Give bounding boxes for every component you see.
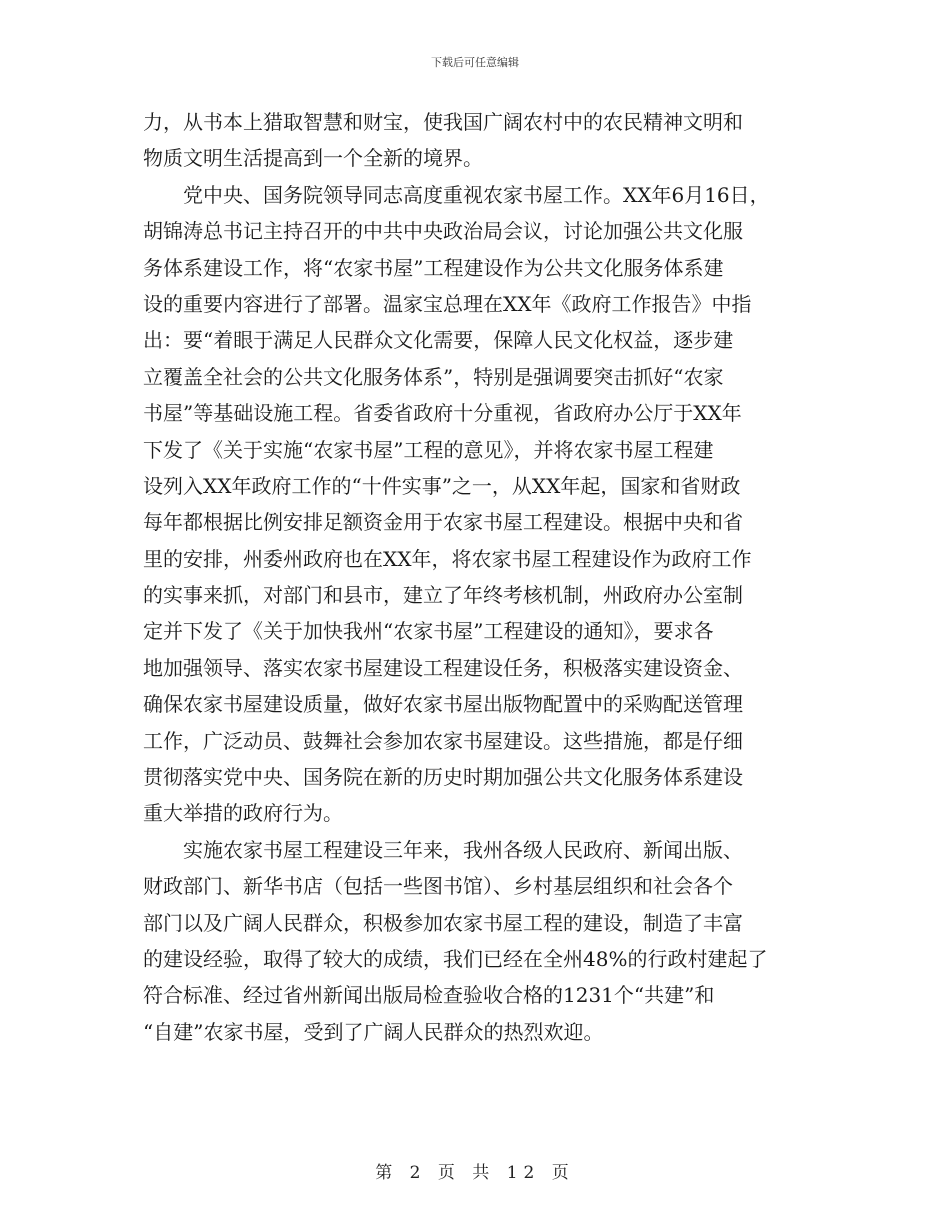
text-line: 地加强领导、落实农家书屋建设工程建设任务，积极落实建设资金、 xyxy=(143,655,743,680)
text-line: 里的安排，州委州政府也在XX年，将农家书屋工程建设作为政府工作 xyxy=(143,546,752,571)
page-number-footer: 第 2 页 共 12 页 xyxy=(375,1163,575,1183)
text-line: 重大举措的政府行为。 xyxy=(143,801,343,826)
text-line: 书屋”等基础设施工程。省委省政府十分重视，省政府办公厅于XX年 xyxy=(143,401,742,426)
text-line: 符合标准、经过省州新闻出版局检查验收合格的1231个“共建”和 xyxy=(143,983,715,1008)
text-line: 贯彻落实党中央、国务院在新的历史时期加强公共文化服务体系建设 xyxy=(143,765,743,790)
document-body xyxy=(143,104,823,1050)
text-line: 定并下发了《关于加快我州“农家书屋”工程建设的通知》，要求各 xyxy=(143,619,714,644)
text-line: 物质文明生活提高到一个全新的境界。 xyxy=(143,146,483,171)
text-line: 的实事来抓，对部门和县市，建立了年终考核机制，州政府办公室制 xyxy=(143,583,743,608)
text-line: 力，从书本上猎取智慧和财宝，使我国广阔农村中的农民精神文明和 xyxy=(143,110,743,134)
text-line: 设列入XX年政府工作的“十件实事”之一，从XX年起，国家和省财政 xyxy=(143,473,741,498)
text-line: 财政部门、新华书店（包括一些图书馆）、乡村基层组织和社会各个 xyxy=(143,874,733,899)
text-line: 立覆盖全社会的公共文化服务体系”，特别是强调要突击抓好“农家 xyxy=(143,364,724,389)
text-line: 下发了《关于实施“农家书屋”工程的意见》，并将农家书屋工程建 xyxy=(143,437,714,462)
text-line: 部门以及广阔人民群众，积极参加农家书屋工程的建设，制造了丰富 xyxy=(143,910,743,935)
text-line: 工作，广泛动员、鼓舞社会参加农家书屋建设。这些措施，都是仔细 xyxy=(143,728,743,753)
text-line: 胡锦涛总书记主持召开的中共中央政治局会议，讨论加强公共文化服 xyxy=(143,219,743,244)
text-line: 确保农家书屋建设质量，做好农家书屋出版物配置中的采购配送管理 xyxy=(143,692,743,717)
text-line: 实施农家书屋工程建设三年来，我州各级人民政府、新闻出版、 xyxy=(143,837,743,862)
text-line: 出：要“着眼于满足人民群众文化需要，保障人民文化权益，逐步建 xyxy=(143,328,734,353)
text-line: 务体系建设工作，将“农家书屋”工程建设作为公共文化服务体系建 xyxy=(143,255,724,280)
text-line: 设的重要内容进行了部署。温家宝总理在XX年《政府工作报告》中指 xyxy=(143,291,752,316)
page-header: 下载后可任意编辑 xyxy=(431,56,519,69)
text-line: “自建”农家书屋，受到了广阔人民群众的热烈欢迎。 xyxy=(143,1019,604,1044)
text-line: 党中央、国务院领导同志高度重视农家书屋工作。XX年6月16日， xyxy=(143,182,770,207)
text-line: 的建设经验，取得了较大的成绩，我们已经在全州48%的行政村建起了 xyxy=(143,946,768,971)
text-line: 每年都根据比例安排足额资金用于农家书屋工程建设。根据中央和省 xyxy=(143,510,743,535)
